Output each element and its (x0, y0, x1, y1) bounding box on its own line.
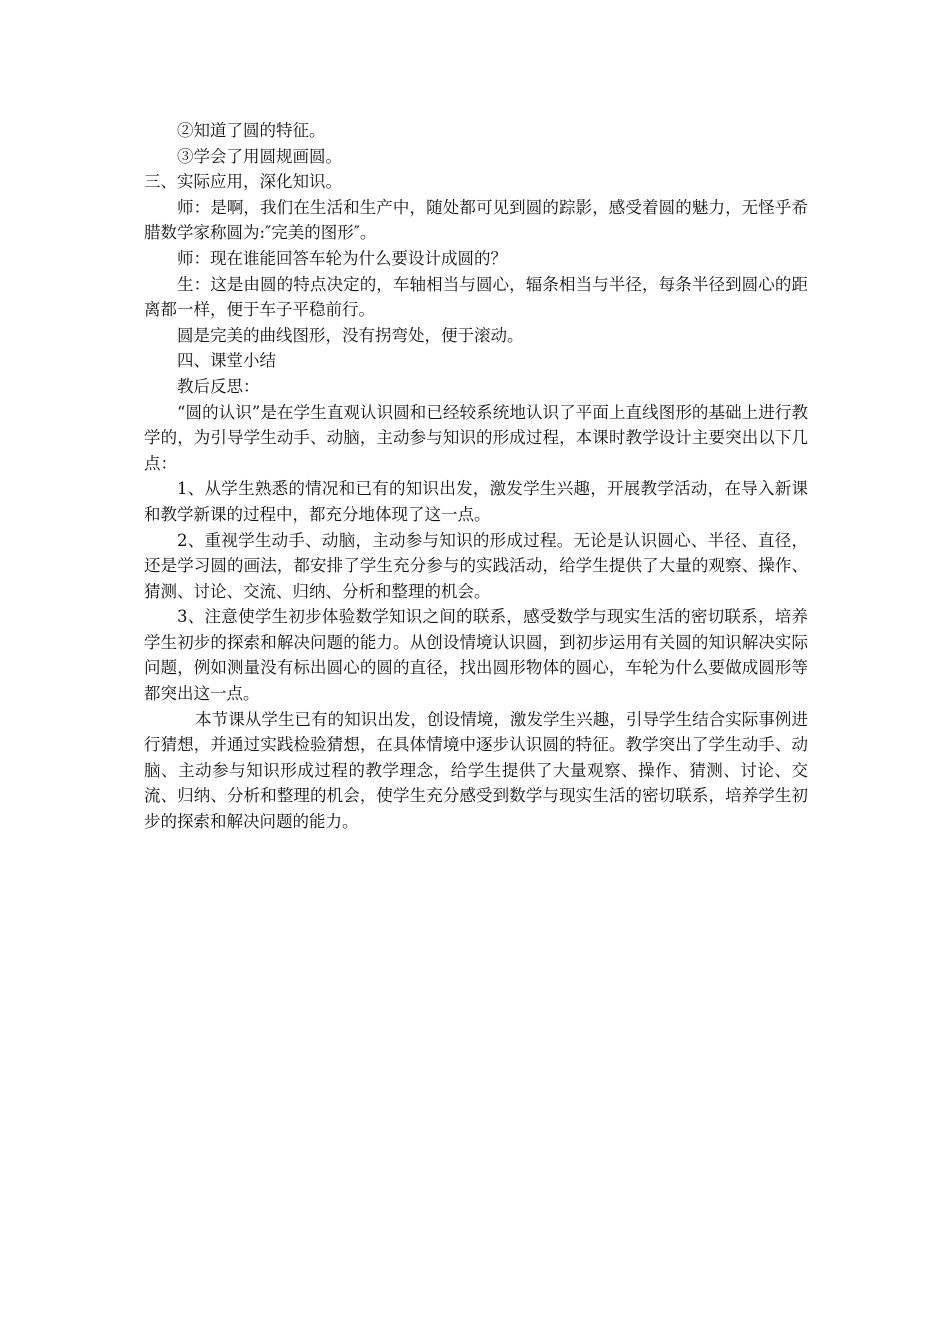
paragraph-point-2: 2、重视学生动手、动脑，主动参与知识的形成过程。无论是认识圆心、半径、直径，还是学习圆的画法，都安排了学生充分参与的实践活动，给学生提供了大量的观察、操作、猜测、讨论、交流、归纳、分析和整理的机会。 (144, 530, 808, 601)
dialogue-teacher-2: 师：现在谁能回答车轮为什么要设计成圆的？ (177, 248, 507, 268)
paragraph-point-3: 3、注意使学生初步体验数学知识之间的联系，感受数学与现实生活的密切联系，培养学生初步的探索和解决问题的能力。从创设情境认识圆，到初步运用有关圆的知识解决实际问题，例如测量没有标出圆心的圆的直径，找出圆形物体的圆心，车轮为什么要做成圆形等都突出这一点。 (144, 607, 808, 704)
section-heading-summary: 四、课堂小结 (177, 351, 276, 371)
paragraph-conclusion: 本节课从学生已有的知识出发，创设情境，激发学生兴趣，引导学生结合实际事例进行猜想，并通过实践检验猜想，在具体情境中逐步认识圆的特征。教学突出了学生动手、动脑、主动参与知识形成过程的教学理念，给学生提供了大量观察、操作、猜测、讨论、交流、归纳、分析和整理的机会，使学生充分感受到数学与现实生活的密切联系，培养学生初步的探索和解决问题的能力。 (144, 709, 808, 832)
document-body (144, 118, 808, 835)
section-heading-application: 三、实际应用，深化知识。 (144, 172, 342, 192)
dialogue-student-1: 生：这是由圆的特点决定的，车轴相当与圆心，辐条相当与半径，每条半径到圆心的距离都一样，便于车子平稳前行。 (144, 274, 808, 320)
section-heading-reflection: 教后反思： (177, 376, 260, 396)
dialogue-teacher-1: 师：是啊，我们在生活和生产中，随处都可见到圆的踪影，感受着圆的魅力，无怪乎希腊数学家称圆为:″完美的图形″。 (144, 197, 808, 243)
paragraph-perfect-curve: 圆是完美的曲线图形，没有拐弯处，便于滚动。 (177, 325, 524, 345)
paragraph-reflection-intro: “圆的认识”是在学生直观认识圆和已经较系统地认识了平面上直线图形的基础上进行教学的，为引导学生动手、动脑，主动参与知识的形成过程，本课时教学设计主要突出以下几点： (144, 402, 808, 473)
paragraph-point-1: 1、从学生熟悉的情况和已有的知识出发，激发学生兴趣，开展教学活动，在导入新课和教学新课的过程中，都充分地体现了这一点。 (144, 479, 808, 524)
list-item-circle-features: ②知道了圆的特征。 (177, 121, 326, 140)
list-item-compass-drawing: ③学会了用圆规画圆。 (177, 146, 342, 166)
